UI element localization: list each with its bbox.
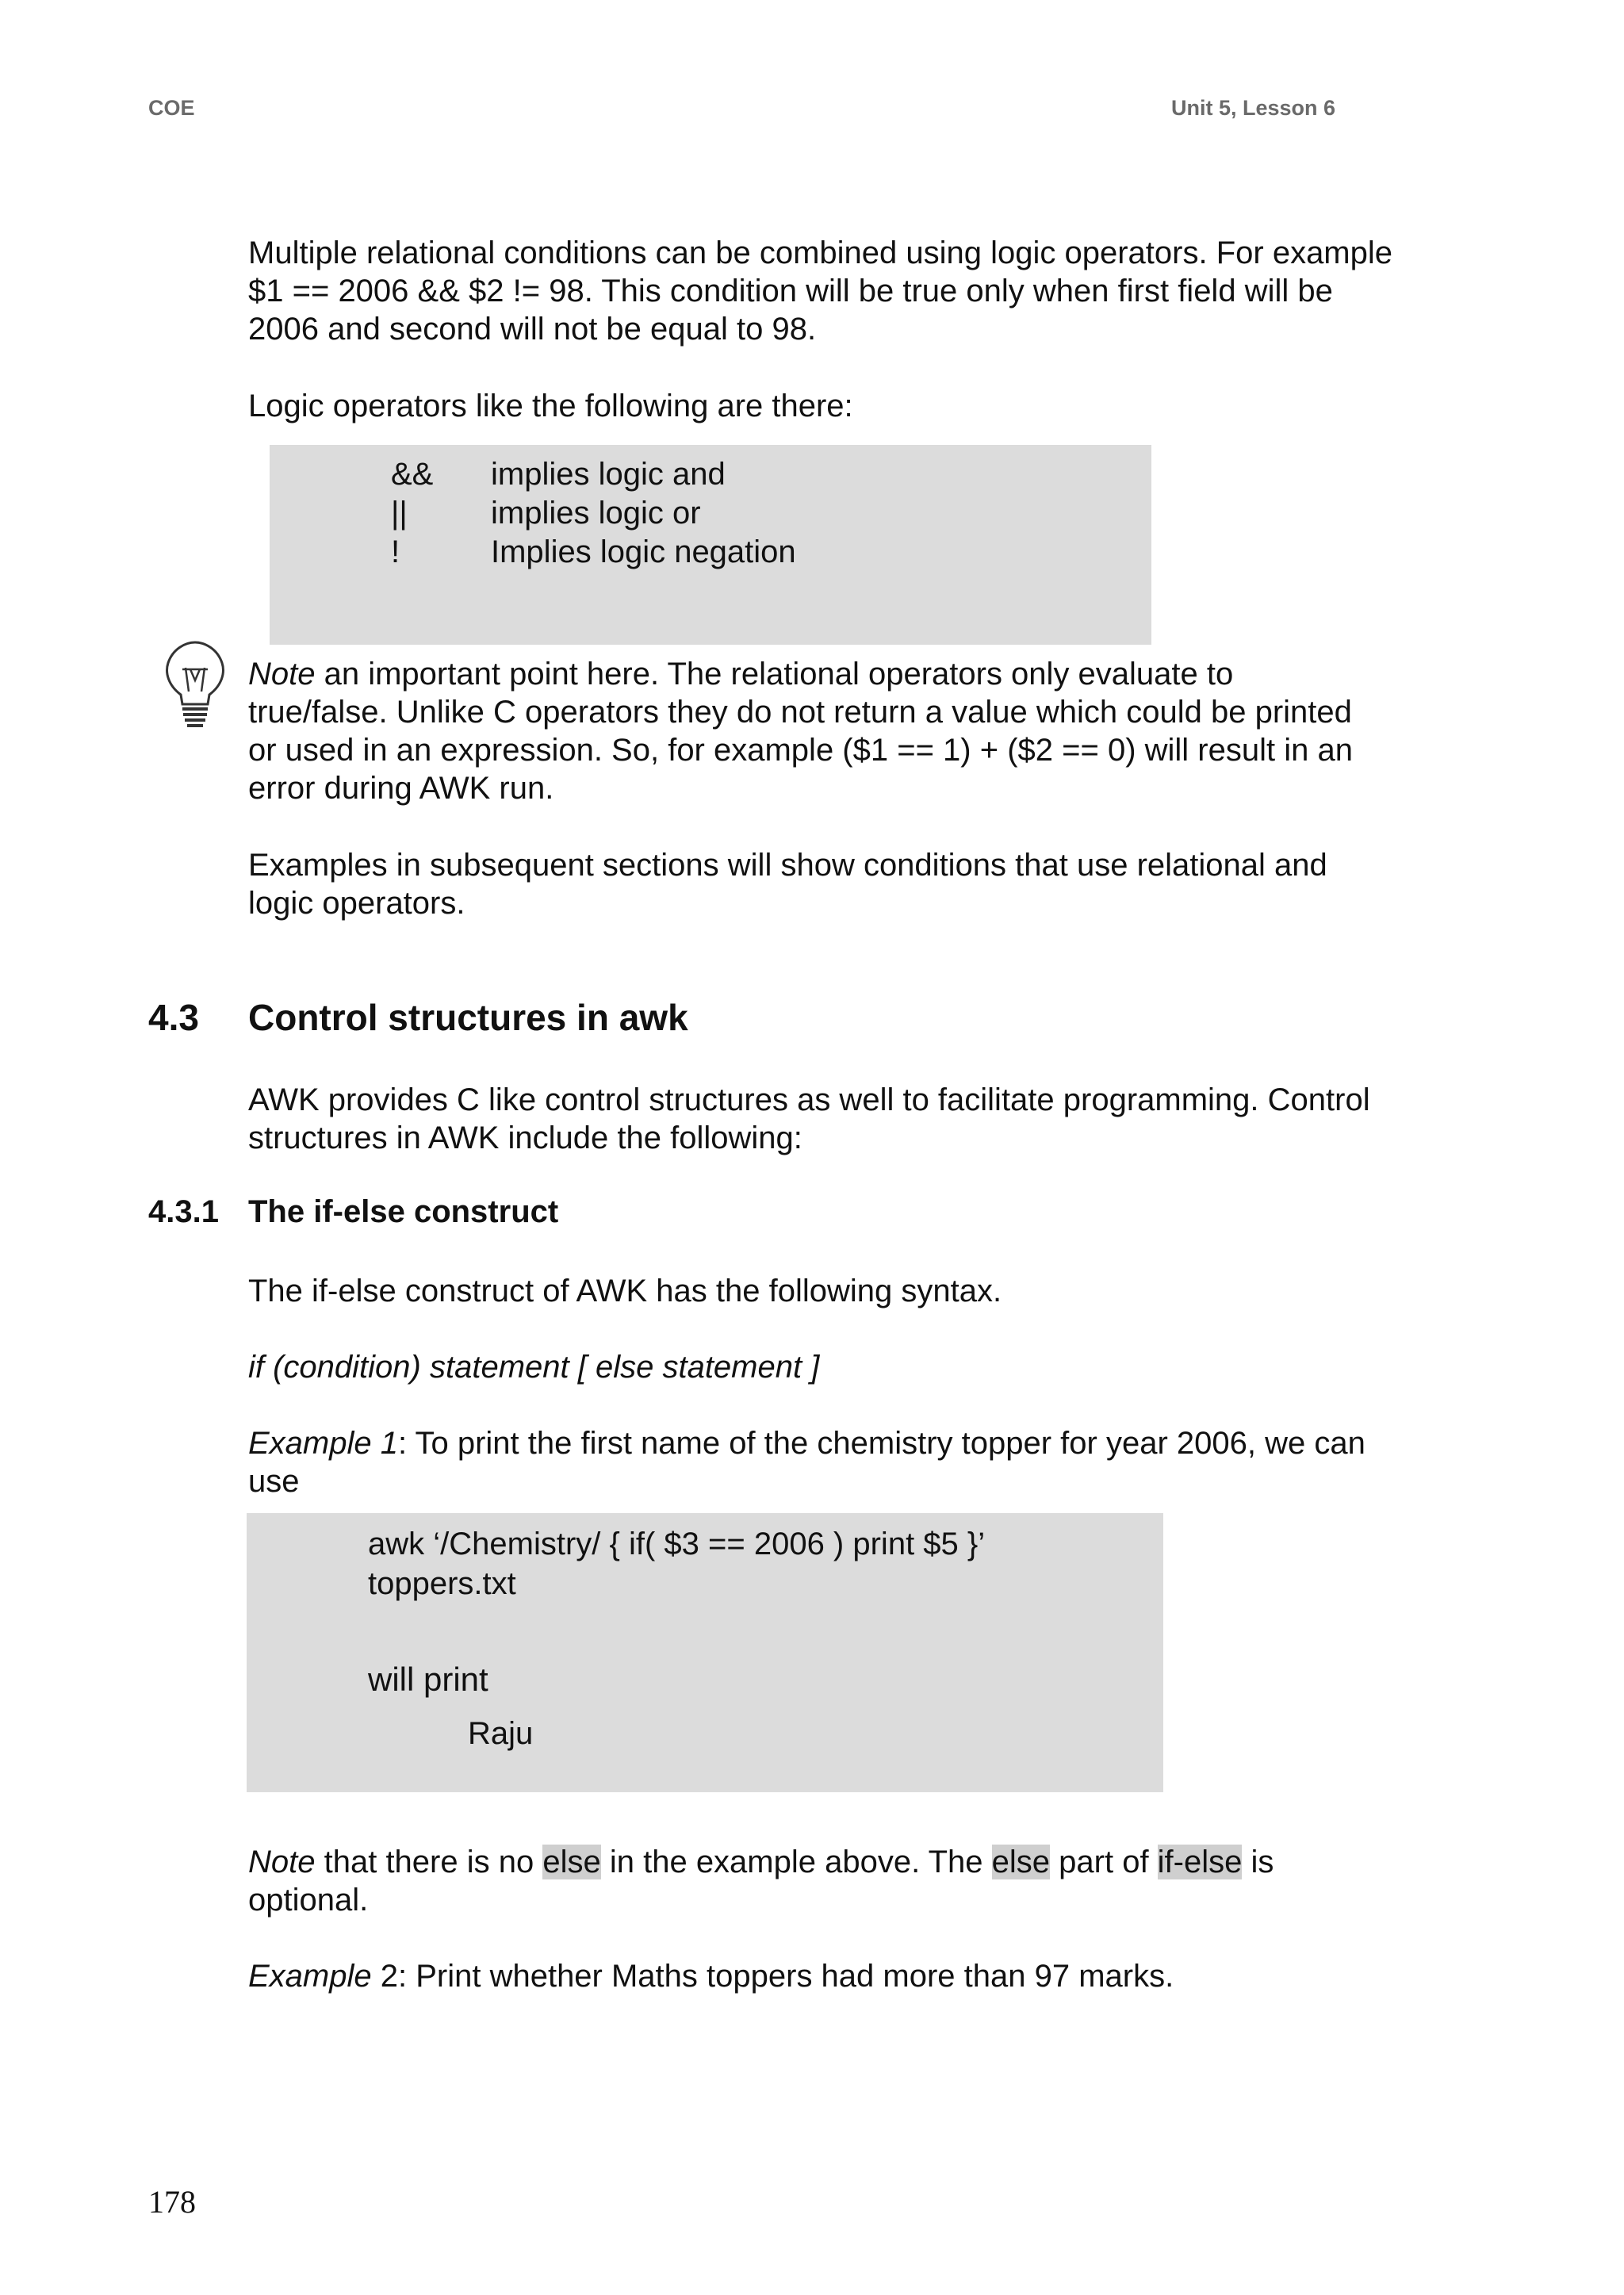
note-lead: Note bbox=[248, 657, 316, 692]
subsection-title: The if-else construct bbox=[248, 1194, 559, 1229]
example-2-text: 2: Print whether Maths toppers had more than 97 marks. bbox=[371, 1959, 1174, 1994]
operator-not: ! bbox=[391, 534, 400, 569]
section-title: Control structures in awk bbox=[248, 997, 688, 1038]
output-value: Raju bbox=[468, 1716, 534, 1751]
output-label: will print bbox=[368, 1661, 488, 1698]
example-1-text: : To print the first name of the chemistry topper for year 2006, we can use bbox=[248, 1426, 1365, 1499]
paragraph-logic-operators-intro: Logic operators like the following are there: bbox=[248, 389, 853, 423]
subsection-number: 4.3.1 bbox=[148, 1194, 219, 1229]
keyword-else-2: else bbox=[991, 1845, 1051, 1879]
example-1-lead: Example 1 bbox=[248, 1426, 398, 1461]
note-2-text-4: is optional. bbox=[248, 1845, 1274, 1918]
note-text: an important point here. The relational operators only evaluate to true/false. Unlike C operators they do not return a value which could be printed or used in an expression. So, for example ($1 == 1) + ($2 == 0) will result in an error during AWK run. bbox=[248, 657, 1353, 806]
section-number: 4.3 bbox=[148, 997, 199, 1038]
operator-or: || bbox=[391, 496, 408, 531]
note-2-text-1: that there is no bbox=[315, 1845, 543, 1879]
note-2-text-2: in the example above. The bbox=[600, 1845, 992, 1879]
header-right: Unit 5, Lesson 6 bbox=[1171, 96, 1336, 120]
paragraph-relational-conditions: Multiple relational conditions can be combined using logic operators. For example $1 == 2006 && $2 != 98. This condition will be true only when first field will be 2006 and second will not be equal to 98. bbox=[248, 236, 1393, 347]
lightbulb-icon bbox=[163, 641, 227, 736]
code-box bbox=[247, 1513, 1163, 1792]
code-line-2: toppers.txt bbox=[368, 1566, 516, 1601]
operator-and-desc: implies logic and bbox=[491, 457, 726, 492]
note-else-optional bbox=[248, 1843, 1374, 1919]
page-number: 178 bbox=[148, 2184, 196, 2220]
note-2-text-3: part of bbox=[1050, 1845, 1158, 1879]
paragraph-examples-intro: Examples in subsequent sections will show conditions that use relational and logic operators. bbox=[248, 848, 1327, 921]
keyword-else-1: else bbox=[542, 1845, 601, 1879]
operator-or-desc: implies logic or bbox=[491, 496, 701, 531]
example-2 bbox=[248, 1957, 1398, 1995]
code-line-1: awk ‘/Chemistry/ { if( $3 == 2006 ) print $5 }’ bbox=[368, 1527, 986, 1561]
if-else-syntax: if (condition) statement [ else statement ] bbox=[248, 1350, 820, 1385]
paragraph-if-else-syntax-intro: The if-else construct of AWK has the following syntax. bbox=[248, 1274, 1002, 1308]
example-1 bbox=[248, 1424, 1398, 1500]
header-left: COE bbox=[148, 96, 195, 120]
note-2-lead: Note bbox=[248, 1845, 316, 1879]
keyword-if-else: if-else bbox=[1157, 1845, 1243, 1879]
operator-not-desc: Implies logic negation bbox=[491, 534, 796, 569]
note-relational-operators bbox=[248, 655, 1374, 807]
example-2-lead: Example bbox=[248, 1959, 372, 1994]
paragraph-control-structures: AWK provides C like control structures as well to facilitate programming. Control structures in AWK include the following: bbox=[248, 1082, 1370, 1155]
operators-box bbox=[270, 445, 1151, 645]
operator-and: && bbox=[391, 457, 434, 492]
